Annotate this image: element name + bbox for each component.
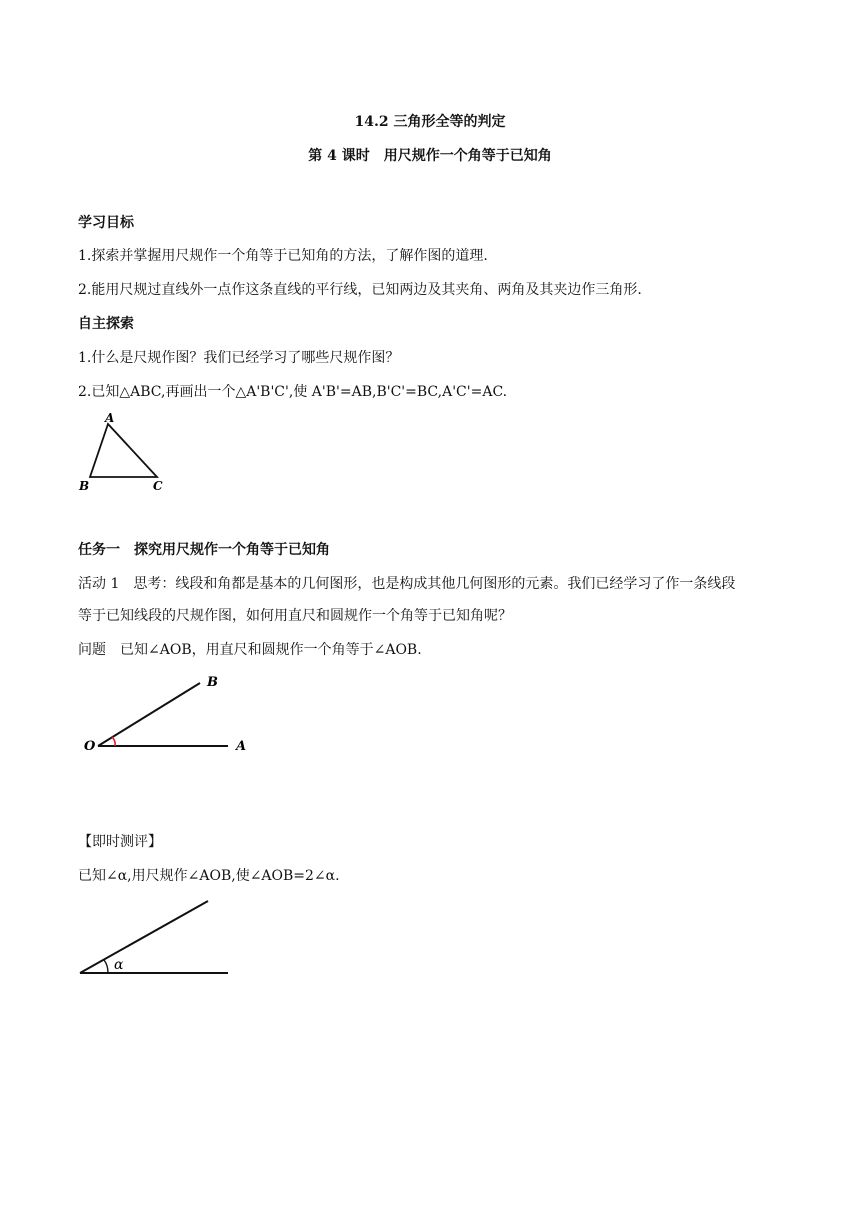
angle-aob-figure: [80, 670, 260, 760]
triangle-abc-figure: [70, 410, 180, 495]
angle-label-o: O: [84, 739, 96, 754]
alpha-arc: [104, 960, 108, 973]
quiz-text: 已知∠α,用尺规作∠AOB,使∠AOB=2∠α.: [78, 868, 340, 884]
task1-problem: 问题 已知∠AOB，用直尺和圆规作一个角等于∠AOB.: [78, 642, 422, 658]
angle-label-alpha: α: [114, 957, 124, 973]
self-explore-heading: 自主探索: [78, 316, 134, 332]
triangle-label-c: C: [153, 479, 163, 493]
objective-item-2: 2.能用尺规过直线外一点作这条直线的平行线，已知两边及其夹角、两角及其夹边作三角形.: [78, 282, 642, 298]
ray-slanted: [80, 901, 208, 973]
task1-heading: 任务一 探究用尺规作一个角等于已知角: [78, 542, 330, 558]
objectives-heading: 学习目标: [78, 215, 134, 231]
page-title: 14.2 三角形全等的判定: [354, 114, 506, 130]
quiz-heading: 【即时测评】: [78, 834, 162, 850]
angle-label-a: A: [236, 739, 247, 754]
self-explore-item-2: 2.已知△ABC,再画出一个△A'B'C',使 A'B'=AB,B'C'=BC,A'C'=AC.: [78, 384, 508, 400]
angle-arc: [112, 737, 115, 746]
task1-activity-line2: 等于已知线段的尺规作图，如何用直尺和圆规作一个角等于已知角呢？: [78, 608, 512, 624]
task1-activity-line1: 活动 1 思考：线段和角都是基本的几何图形，也是构成其他几何图形的元素。我们已经学习了作一条线段: [78, 576, 736, 592]
page-subtitle: 第 4 课时 用尺规作一个角等于已知角: [308, 148, 552, 164]
self-explore-item-1: 1.什么是尺规作图？我们已经学习了哪些尺规作图？: [78, 350, 400, 366]
triangle-label-b: B: [79, 479, 90, 493]
objective-item-1: 1.探索并掌握用尺规作一个角等于已知角的方法，了解作图的道理.: [78, 248, 488, 264]
angle-label-b: B: [207, 675, 218, 690]
angle-alpha-figure: [76, 895, 236, 985]
triangle-abc: [90, 424, 157, 477]
triangle-label-a: A: [105, 411, 115, 425]
ray-ob: [98, 683, 200, 746]
